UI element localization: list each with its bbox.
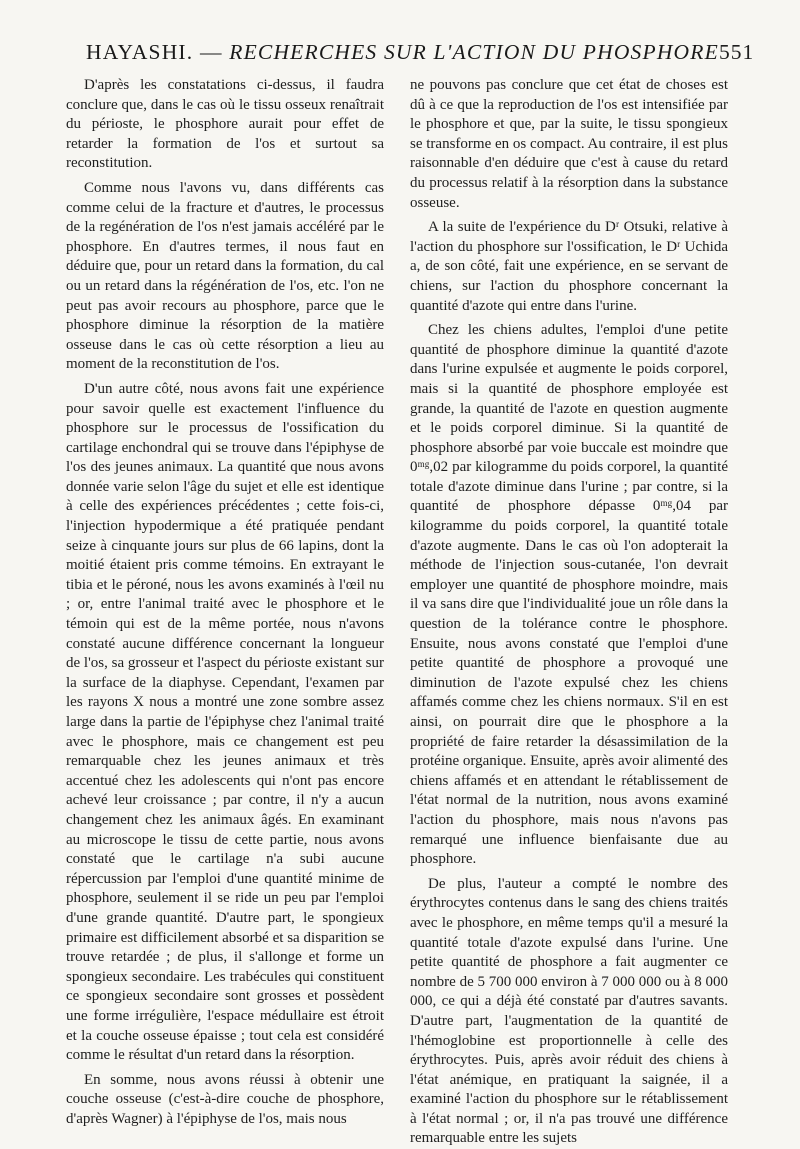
paragraph: De plus, l'auteur a compté le nombre des érythrocytes contenus dans le sang des chiens traités avec le phosphore, en même temps qu'il a mesuré la quantité totale d'azote expulsé dans l'urine. Une petite quantité de phosphore a fait augmenter ce nombre de 5 700 000 environ à 7 000 000 ou à 8 000 000, ce qui a déjà été constaté par d'autres savants. D'autre part, l'augmentation de la quantité de l'hémoglobine est proportionnelle à celle des érythrocytes. Puis, après avoir réduit des chiens à l'état anémique, en pratiquant la saignée, il a examiné l'action du phosphore sur le rétablissement à l'état normal ; or, il n'a pas trouvé une différence remarquable entre les sujets [410,875,728,1147]
paragraph: D'un autre côté, nous avons fait une expérience pour savoir quelle est exactement l'influence du phosphore sur le processus de l'ossification du cartilage enchondral qui se trouve dans l'épiphyse de l'os des jeunes animaux. La quantité que nous avons donnée varie selon l'âge du sujet et elle est identique à celle des expériences précédentes ; cette fois-ci, l'injection hypodermique a été pratiquée pendant seize à cinquante jours sur plus de 66 lapins, dont la moitié étaient pris comme témoins. En extrayant le tibia et le péroné, nous les avons examinés à l'œil nu ; or, entre l'animal traité avec le phosphore et le témoin qui est de la même portée, nous n'avons constaté aucune différence concernant la longueur de l'os, sa grosseur et l'aspect du périoste existant sur la surface de la diaphyse. Cependant, l'examen par les rayons X nous a montré une zone sombre assez large dans la partie de l'épiphyse chez l'animal traité avec le phosphore, mais ce changement est peu remarquable chez les jeunes animaux et très accentué chez les adolescents qui n'ont pas encore achevé leur croissance ; par contre, il n'y a aucun changement chez les animaux âgés. En examinant au microscope le tissu de cette partie, nous avons constaté que le cartilage n'a subi aucune répercussion par l'emploi d'une quantité minime de phosphore, seulement il se ride un peu par l'emploi d'une grande quantité. D'autre part, le spongieux primaire est difficilement absorbé et sa disparition se trouve retardée ; de plus, il s'allonge et forme un spongieux secondaire. Les trabécules qui constituent ce spongieux secondaire sont grosses et possèdent une forme irrégulière, l'espace médullaire est étroit et la couche osseuse épaisse ; tout cela est considéré comme le résultat d'un retard dans la résorption. [66,380,384,1064]
paragraph: Chez les chiens adultes, l'emploi d'une petite quantité de phosphore diminue la quantité d'azote dans l'urine expulsée et augmente le poids corporel, mais si la quantité de phosphore employée est grande, la quantité de l'azote en question augmente et le poids corporel diminue. Si la quantité de phosphore absorbé par voie buccale est moindre que 0ᵐᵍ,02 par kilogramme du poids corporel, la quantité totale d'azote diminue dans l'urine ; par contre, si la quantité de phosphore dépasse 0ᵐᵍ,04 par kilogramme du poids corporel, la quantité totale d'azote augmente. Dans le cas où l'on adopterait la méthode de l'injection sous-cutanée, l'on devrait employer une quantité de phosphore moindre, mais il va sans dire que l'individualité joue un rôle dans la question de la tolérance contre le phosphore. Ensuite, nous avons constaté que l'emploi d'une petite quantité de phosphore a provoqué une diminution de l'azote expulsé chez les chiens affamés comme chez les chiens normaux. S'il en est ainsi, on pourrait dire que le phosphore a la propriété de faire retarder la désassimilation de la protéine organique. Ensuite, après avoir alimenté des chiens affamés et en attendant le rétablissement de l'état normal de la nutrition, nous avons examiné l'action du phosphore, mais nous n'avons pas remarqué une influence bienfaisante due au phosphore. [410,322,728,868]
right-column [410,76,728,1147]
header-separator: — [193,40,230,64]
paragraph: Comme nous l'avons vu, dans différents cas comme celui de la fracture et d'autres, le processus de la regénération de l'os n'est jamais accéléré par le phosphore. En d'autres termes, il nous faut en déduire que, pour un retard dans la formation, du cal ou un retard dans la régénération de l'os, etc. l'on ne peut pas avoir recours au phosphore, parce que le phosphore diminue la résorption de la matière osseuse dans le cas où cette résorption a lieu au moment de la reconstitution de l'os. [66,179,384,373]
left-column [66,76,384,1126]
running-header [86,40,755,76]
author-name: HAYASHI. [86,40,194,64]
article-title: RECHERCHES SUR L'ACTION DU PHOSPHORE [229,40,719,64]
paragraph-continuation: ne pouvons pas conclure que cet état de choses est dû à ce que la reproduction de l'os est intensifiée par le phosphore et que, par la suite, le tissu spongieux se transforme en os compact. Au contraire, il est plus raisonnable d'en déduire que c'est à cause du retard du processus relatif à la résorption dans la substance osseuse. [410,77,728,211]
running-head [86,40,719,65]
paragraph: D'après les constatations ci-dessus, il faudra conclure que, dans le cas où le tissu osseux renaîtrait du périoste, le phosphore aurait pour effet de retarder la formation de l'os et surtout sa reconstitution. [66,77,384,172]
page-number: 551 [718,40,755,64]
paragraph: En somme, nous avons réussi à obtenir une couche osseuse (c'est-à-dire couche de phosphore, d'après Wagner) à l'épiphyse de l'os, mais nous [66,1071,384,1127]
paragraph: A la suite de l'expérience du Dʳ Otsuki, relative à l'action du phosphore sur l'ossification, le Dʳ Uchida a, de son côté, fait une expérience, en se servant de chiens, sur l'action du phosphore concernant la quantité d'azote qui entre dans l'urine. [410,219,728,314]
